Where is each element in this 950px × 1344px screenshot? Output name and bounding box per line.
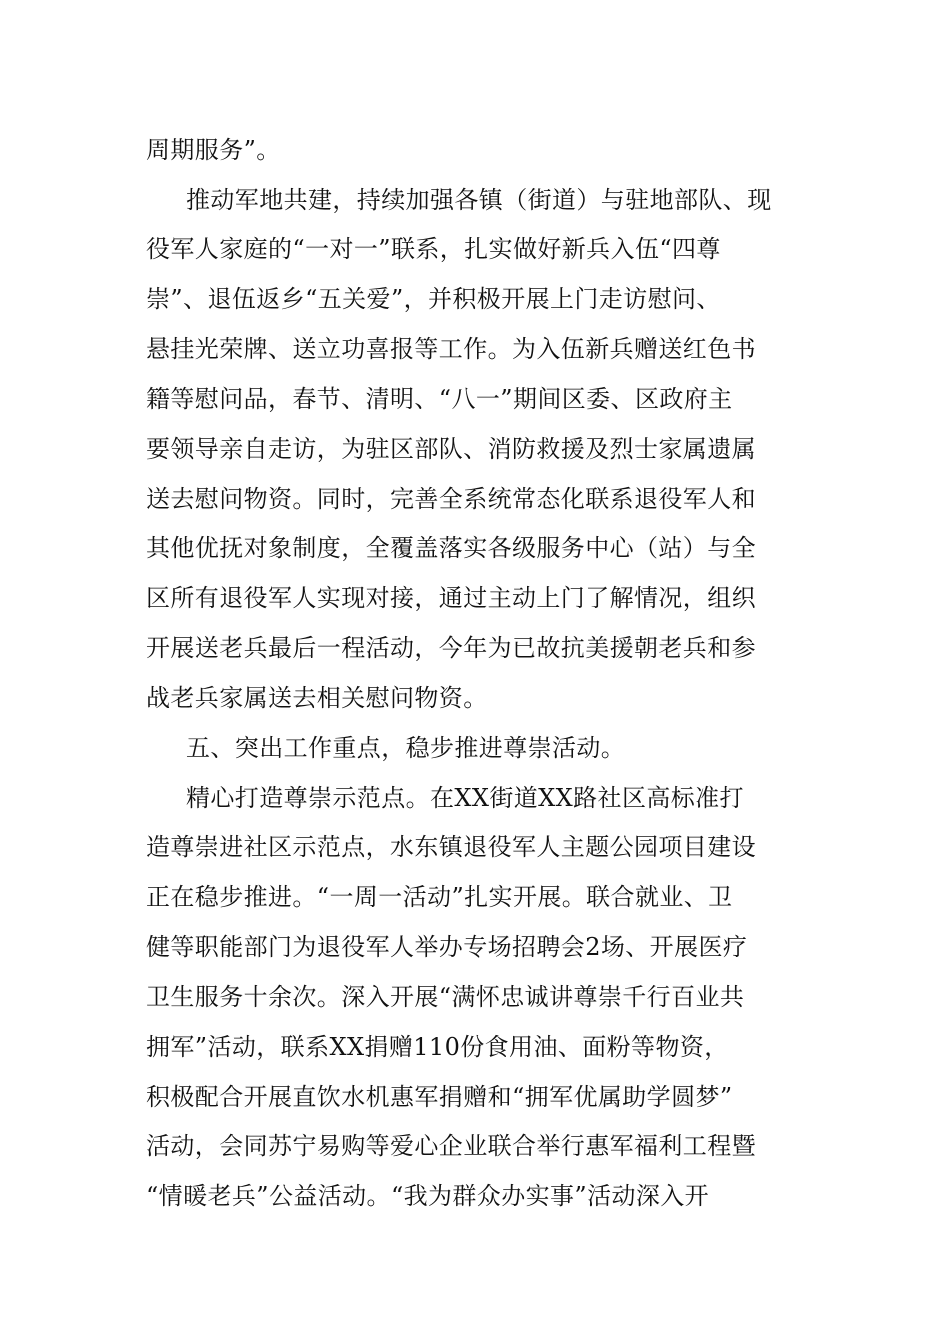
- text-line: 役军人家庭的“一对一”联系，扎实做好新兵入伍“四尊: [146, 235, 721, 263]
- section-heading: 五、突出工作重点，稳步推进尊崇活动。: [186, 734, 626, 762]
- text-line: 送去慰问物资。同时，完善全系统常态化联系退役军人和: [146, 485, 756, 513]
- text-line: 造尊崇进社区示范点，水东镇退役军人主题公园项目建设: [146, 833, 756, 861]
- text-line: 悬挂光荣牌、送立功喜报等工作。为入伍新兵赠送红色书: [146, 335, 756, 363]
- text-line: 籍等慰问品，春节、清明、“八一”期间区委、区政府主: [146, 385, 733, 413]
- text-line: 正在稳步推进。“一周一活动”扎实开展。联合就业、卫: [146, 883, 733, 911]
- text-line: “情暖老兵”公益活动。“我为群众办实事”活动深入开: [146, 1182, 710, 1210]
- text-line: 积极配合开展直饮水机惠军捐赠和“拥军优属助学圆梦”: [146, 1083, 733, 1111]
- paragraph-first-line: 推动军地共建，持续加强各镇（街道）与驻地部队、现: [186, 186, 772, 214]
- text-line: 健等职能部门为退役军人举办专场招聘会2场、开展医疗: [146, 933, 748, 961]
- text-line: 其他优抚对象制度，全覆盖落实各级服务中心（站）与全: [146, 534, 756, 562]
- text-line: 要领导亲自走访，为驻区部队、消防救援及烈士家属遗属: [146, 435, 756, 463]
- paragraph-first-line: 精心打造尊崇示范点。在XX街道XX路社区高标准打: [186, 784, 744, 812]
- text-line: 周期服务”。: [146, 136, 281, 164]
- text-line: 卫生服务十余次。深入开展“满怀忠诚讲尊崇千行百业共: [146, 983, 745, 1011]
- text-line: 区所有退役军人实现对接，通过主动上门了解情况，组织: [146, 584, 756, 612]
- text-line: 战老兵家属送去相关慰问物资。: [146, 684, 488, 712]
- text-line: 崇”、退伍返乡“五关爱”，并积极开展上门走访慰问、: [146, 285, 721, 313]
- text-line: 活动，会同苏宁易购等爱心企业联合举行惠军福利工程暨: [146, 1132, 756, 1160]
- text-line: 开展送老兵最后一程活动，今年为已故抗美援朝老兵和参: [146, 634, 756, 662]
- text-line: 拥军”活动，联系XX捐赠110份食用油、面粉等物资，: [146, 1033, 729, 1061]
